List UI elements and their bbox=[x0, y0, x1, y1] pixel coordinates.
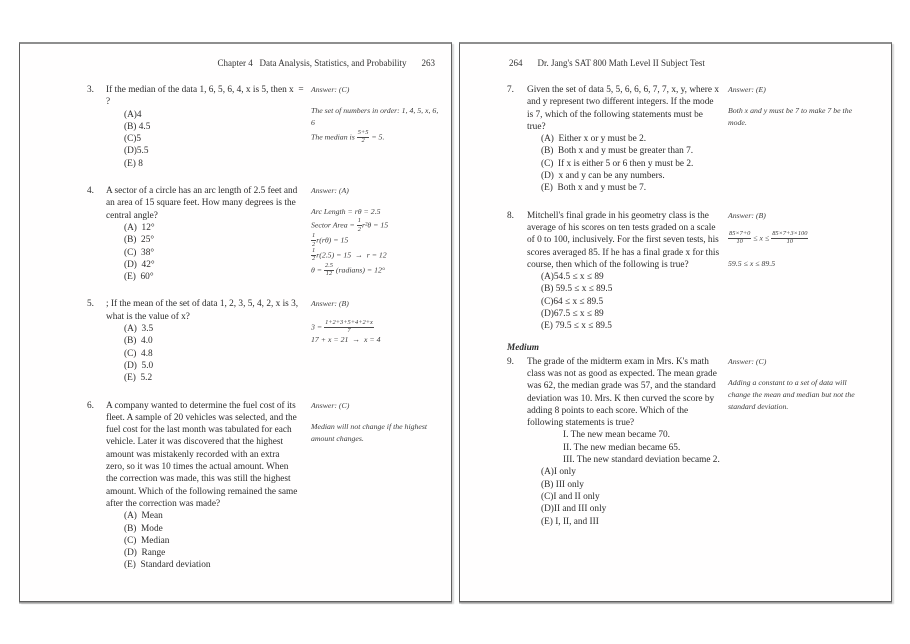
question-body bbox=[106, 298, 311, 384]
fraction-denominator: 12 bbox=[325, 270, 333, 278]
question-stem-line: The grade of the midterm exam in Mrs. K's math bbox=[527, 356, 709, 367]
answer-option: (D)5.5 bbox=[124, 146, 149, 157]
answer-option: (B) III only bbox=[541, 479, 584, 490]
question-main-4 bbox=[20, 185, 311, 283]
question-7 bbox=[460, 84, 891, 195]
answer-option: (A)I only bbox=[541, 467, 576, 478]
answer-option: (B) Both x and y must be greater than 7. bbox=[541, 146, 694, 157]
question-stem-line: following statements is true? bbox=[527, 418, 635, 429]
question-main-5 bbox=[20, 298, 311, 384]
page-left-header bbox=[20, 57, 451, 69]
fraction bbox=[728, 231, 751, 246]
explanation-text: change the mean and median but not the bbox=[728, 390, 855, 400]
question-stem-line: fuel cost for the last month was tabulated for each bbox=[106, 425, 292, 436]
answer-option: (E) Both x and y must be 7. bbox=[541, 183, 647, 194]
explanation-text: 3 = bbox=[311, 322, 325, 332]
answer-column-6 bbox=[311, 400, 451, 446]
fraction-denominator: 2 bbox=[312, 240, 316, 248]
question-6 bbox=[20, 400, 451, 572]
book-title: Dr. Jang's SAT 800 Math Level II Subject Test bbox=[537, 58, 705, 68]
page-number-right: 264 bbox=[509, 58, 523, 68]
explanation-text: Adding a constant to a set of data will bbox=[728, 377, 847, 387]
answer-option: (D) 42° bbox=[124, 259, 155, 270]
question-body bbox=[106, 84, 311, 170]
explanation-text: Sector Area = bbox=[311, 221, 357, 230]
answer-option: (E) 79.5 ≤ x ≤ 89.5 bbox=[541, 321, 612, 332]
fraction bbox=[357, 130, 370, 145]
fraction-denominator: 2 bbox=[357, 225, 361, 233]
answer-option: (C)64 ≤ x ≤ 89.5 bbox=[541, 296, 604, 307]
explanation-line bbox=[728, 377, 887, 389]
question-stem-line: ; If the mean of the set of data 1, 2, 3, 5, 4, 2, x is 3, bbox=[106, 299, 299, 310]
question-body bbox=[527, 84, 728, 195]
question-stem-line: of 0 to 100, inclusively. For the first seven tests, his bbox=[527, 235, 719, 246]
fraction bbox=[324, 263, 334, 278]
explanation-line bbox=[728, 401, 887, 413]
answer-column-3 bbox=[311, 84, 451, 144]
answer-option: (C) Median bbox=[124, 535, 170, 546]
roman-list-item: III. The new standard deviation became 2. bbox=[563, 455, 720, 466]
question-number: 3. bbox=[87, 85, 94, 95]
question-stem-line: A sector of a circle has an arc length of 2.5 feet and bbox=[106, 186, 298, 197]
question-stem-line: and y represent two different integers. If the mode bbox=[527, 97, 714, 108]
question-stem-line: central angle? bbox=[106, 210, 158, 221]
answer-label: Answer: (E) bbox=[728, 85, 766, 94]
explanation-text: 17 + x = 21 → x = 4 bbox=[311, 335, 381, 345]
fraction-numerator: 1 bbox=[357, 217, 361, 225]
explanation-line bbox=[311, 421, 447, 433]
question-main-9 bbox=[460, 356, 728, 528]
question-stem-line: amount was mistakenly recorded with an extra bbox=[106, 449, 280, 460]
answer-option: (C) 4.8 bbox=[124, 348, 153, 359]
question-main-3 bbox=[20, 84, 311, 170]
explanation-text: (radians) = 12° bbox=[333, 265, 386, 275]
answer-column-7 bbox=[728, 84, 891, 130]
answer-option: (B) 59.5 ≤ x ≤ 89.5 bbox=[541, 284, 613, 295]
explanation-text: θ = bbox=[311, 265, 324, 275]
explanation-line bbox=[728, 389, 887, 401]
answer-option: (B) 4.5 bbox=[124, 121, 151, 132]
page-right bbox=[459, 42, 892, 602]
roman-list-item: II. The new median became 65. bbox=[563, 442, 681, 453]
answer-option: (D) Range bbox=[124, 548, 166, 559]
explanation-line bbox=[728, 117, 887, 129]
explanation-text: The median is bbox=[311, 132, 357, 142]
question-stem-line: after the correction was made? bbox=[106, 498, 221, 509]
page-left bbox=[19, 42, 452, 602]
question-number: 9. bbox=[507, 356, 514, 367]
explanation-text: Median will not change if the highest bbox=[311, 421, 428, 431]
question-stem-line: deviation was 10. Mrs. K then curved the score by bbox=[527, 393, 715, 404]
question-stem-line: amount. Which of the following remained the same bbox=[106, 486, 298, 497]
question-body bbox=[527, 356, 728, 528]
fraction-denominator: 10 bbox=[736, 238, 743, 246]
answer-option: (D)67.5 ≤ x ≤ 89 bbox=[541, 309, 604, 320]
answer-label: Answer: (B) bbox=[311, 299, 349, 309]
answer-label: Answer: (A) bbox=[311, 186, 349, 196]
explanation-line bbox=[311, 130, 447, 145]
answer-option: (A) Mean bbox=[124, 511, 163, 522]
explanation-line bbox=[311, 320, 447, 335]
question-stem-line: A company wanted to determine the fuel cost of its bbox=[106, 400, 296, 411]
question-number: 4. bbox=[87, 186, 94, 197]
answer-option: (E) Standard deviation bbox=[124, 560, 211, 571]
question-stem-line: course, then which of the following is true? bbox=[527, 259, 689, 270]
fraction-denominator: 10 bbox=[786, 238, 793, 246]
question-body bbox=[527, 210, 728, 333]
explanation-line bbox=[311, 206, 447, 218]
answer-option: (A)4 bbox=[124, 109, 142, 120]
fraction-numerator: 1 bbox=[312, 232, 316, 240]
answer-label: Answer: (C) bbox=[311, 400, 350, 410]
answer-column-5 bbox=[311, 298, 451, 346]
explanation-text: r²θ = 15 bbox=[361, 221, 389, 230]
explanation-line bbox=[311, 433, 447, 445]
roman-list-item: I. The new mean became 70. bbox=[563, 430, 670, 441]
answer-label: Answer: (C) bbox=[311, 85, 350, 94]
explanation-text: Arc Length = rθ = 2.5 bbox=[311, 207, 381, 217]
explanation-text: The set of numbers in order: 1, 4, 5, x, 6, bbox=[311, 106, 439, 116]
questions-left bbox=[20, 84, 451, 572]
questions-right bbox=[460, 84, 891, 528]
explanation-text: = 5. bbox=[369, 132, 385, 142]
section-heading-medium: Medium bbox=[507, 342, 540, 353]
answer-option: (E) 60° bbox=[124, 272, 154, 283]
explanation-line bbox=[311, 263, 447, 278]
question-stem-line: ? bbox=[106, 97, 111, 108]
question-main-6 bbox=[20, 400, 311, 572]
fraction-denominator: 2 bbox=[361, 137, 365, 144]
explanation-text: mode. bbox=[728, 118, 747, 128]
answer-option: (C) 38° bbox=[124, 247, 155, 258]
question-main-7 bbox=[460, 84, 728, 195]
explanation-text: standard deviation. bbox=[728, 402, 789, 412]
question-body bbox=[106, 400, 311, 572]
explanation-text: r(rθ) = 15 bbox=[316, 235, 349, 245]
question-number: 8. bbox=[507, 210, 514, 221]
question-stem-line: Given the set of data 5, 5, 6, 6, 6, 7, 7, x, y, where x bbox=[527, 85, 720, 95]
answer-option: (B) 25° bbox=[124, 235, 155, 246]
answer-option: (C) If x is either 5 or 6 then y must be 2. bbox=[541, 158, 694, 169]
explanation-line bbox=[728, 246, 887, 258]
fraction-numerator: 1 bbox=[312, 247, 316, 255]
question-stem-line: average of his scores on ten tests graded on a scale bbox=[527, 222, 716, 233]
explanation-text: ≤ x ≤ bbox=[751, 233, 772, 243]
question-main-8 bbox=[460, 210, 728, 333]
explanation-line bbox=[311, 218, 447, 233]
answer-option: (C)5 bbox=[124, 134, 142, 145]
question-8 bbox=[460, 210, 891, 333]
question-4 bbox=[20, 185, 451, 283]
answer-label: Answer: (C) bbox=[728, 356, 767, 366]
question-stem-line: vehicle. Later it was discovered that the highest bbox=[106, 437, 284, 448]
explanation-text: 59.5 ≤ x ≤ 89.5 bbox=[728, 258, 776, 268]
answer-option: (C)I and II only bbox=[541, 491, 600, 502]
answer-option: (E) I, II, and III bbox=[541, 516, 599, 527]
question-stem-line: true? bbox=[527, 121, 546, 132]
answer-label: Answer: (B) bbox=[728, 210, 766, 220]
question-stem-line: If the median of the data 1, 6, 5, 6, 4, x is 5, then x = bbox=[106, 85, 304, 95]
question-5 bbox=[20, 298, 451, 384]
page-right-inner bbox=[460, 44, 891, 528]
explanation-text bbox=[728, 247, 730, 256]
fraction-numerator: 2.5 bbox=[325, 261, 333, 269]
page-left-inner bbox=[20, 44, 451, 572]
answer-option: (D)II and III only bbox=[541, 504, 607, 515]
answer-column-4 bbox=[311, 185, 451, 278]
explanation-line bbox=[311, 105, 447, 117]
fraction-denominator: 7 bbox=[347, 327, 351, 335]
question-stem-line: is 7, which of the following statements must be bbox=[527, 109, 703, 120]
fraction-numerator: 85×7+0 bbox=[729, 229, 751, 237]
explanation-line bbox=[311, 117, 447, 129]
question-stem-line: what is the value of x? bbox=[106, 311, 190, 322]
answer-option: (D) 5.0 bbox=[124, 360, 154, 371]
answer-option: (A) Either x or y must be 2. bbox=[541, 134, 647, 145]
question-stem-line: adding 8 points to each score. Which of the bbox=[527, 405, 689, 416]
question-stem-line: the correction was made, this was still the highest bbox=[106, 474, 291, 485]
answer-option: (A) 12° bbox=[124, 222, 155, 233]
question-body bbox=[106, 185, 311, 283]
explanation-line bbox=[311, 334, 447, 346]
fraction bbox=[324, 320, 374, 335]
answer-option: (D) x and y can be any numbers. bbox=[541, 171, 665, 182]
question-number: 6. bbox=[87, 400, 94, 411]
answer-column-9 bbox=[728, 356, 891, 414]
question-stem-line: class was not as good as expected. The mean grade bbox=[527, 368, 717, 379]
chapter-title: Chapter 4 Data Analysis, Statistics, and Probability bbox=[217, 58, 407, 68]
question-9 bbox=[460, 356, 891, 528]
explanation-text: amount changes. bbox=[311, 433, 364, 443]
explanation-text: 6 bbox=[311, 118, 315, 128]
answer-option: (A)54.5 ≤ x ≤ 89 bbox=[541, 272, 604, 283]
page-right-header bbox=[460, 57, 891, 69]
question-stem-line: scores averaged 85. If he has a final grade x for this bbox=[527, 247, 720, 258]
explanation-line bbox=[311, 233, 447, 248]
fraction-numerator: 85×7+3×100 bbox=[772, 229, 808, 237]
answer-option: (B) Mode bbox=[124, 523, 163, 534]
answer-option: (E) 5.2 bbox=[124, 373, 153, 384]
answer-option: (A) 3.5 bbox=[124, 324, 154, 335]
page-number-left: 263 bbox=[421, 58, 435, 68]
explanation-line bbox=[311, 248, 447, 263]
fraction bbox=[771, 231, 808, 246]
question-stem-line: zero, so it was 10 times the actual amount. When bbox=[106, 462, 289, 473]
answer-option: (E) 8 bbox=[124, 158, 143, 169]
explanation-text: r(2.5) = 15 → r = 12 bbox=[316, 250, 387, 260]
explanation-line bbox=[728, 258, 887, 270]
answer-option: (B) 4.0 bbox=[124, 336, 153, 347]
explanation-text: Both x and y must be 7 to make 7 be the bbox=[728, 106, 853, 116]
answer-column-8 bbox=[728, 210, 891, 270]
fraction-numerator: 1+2+3+5+4+2+x bbox=[325, 318, 373, 326]
question-stem-line: an area of 15 square feet. How many degrees is the bbox=[106, 198, 296, 209]
question-number: 5. bbox=[87, 299, 94, 310]
question-stem-line: was 62, the median grade was 57, and the standard bbox=[527, 381, 716, 392]
explanation-line bbox=[728, 231, 887, 246]
question-stem-line: Mitchell's final grade in his geometry class is the bbox=[527, 210, 709, 221]
question-number: 7. bbox=[507, 85, 514, 95]
question-3 bbox=[20, 84, 451, 170]
question-stem-line: fleet. A sample of 20 vehicles was selected, and the bbox=[106, 412, 297, 423]
fraction-numerator: 5+5 bbox=[357, 128, 369, 136]
fraction-denominator: 2 bbox=[312, 255, 316, 263]
explanation-line bbox=[728, 105, 887, 117]
